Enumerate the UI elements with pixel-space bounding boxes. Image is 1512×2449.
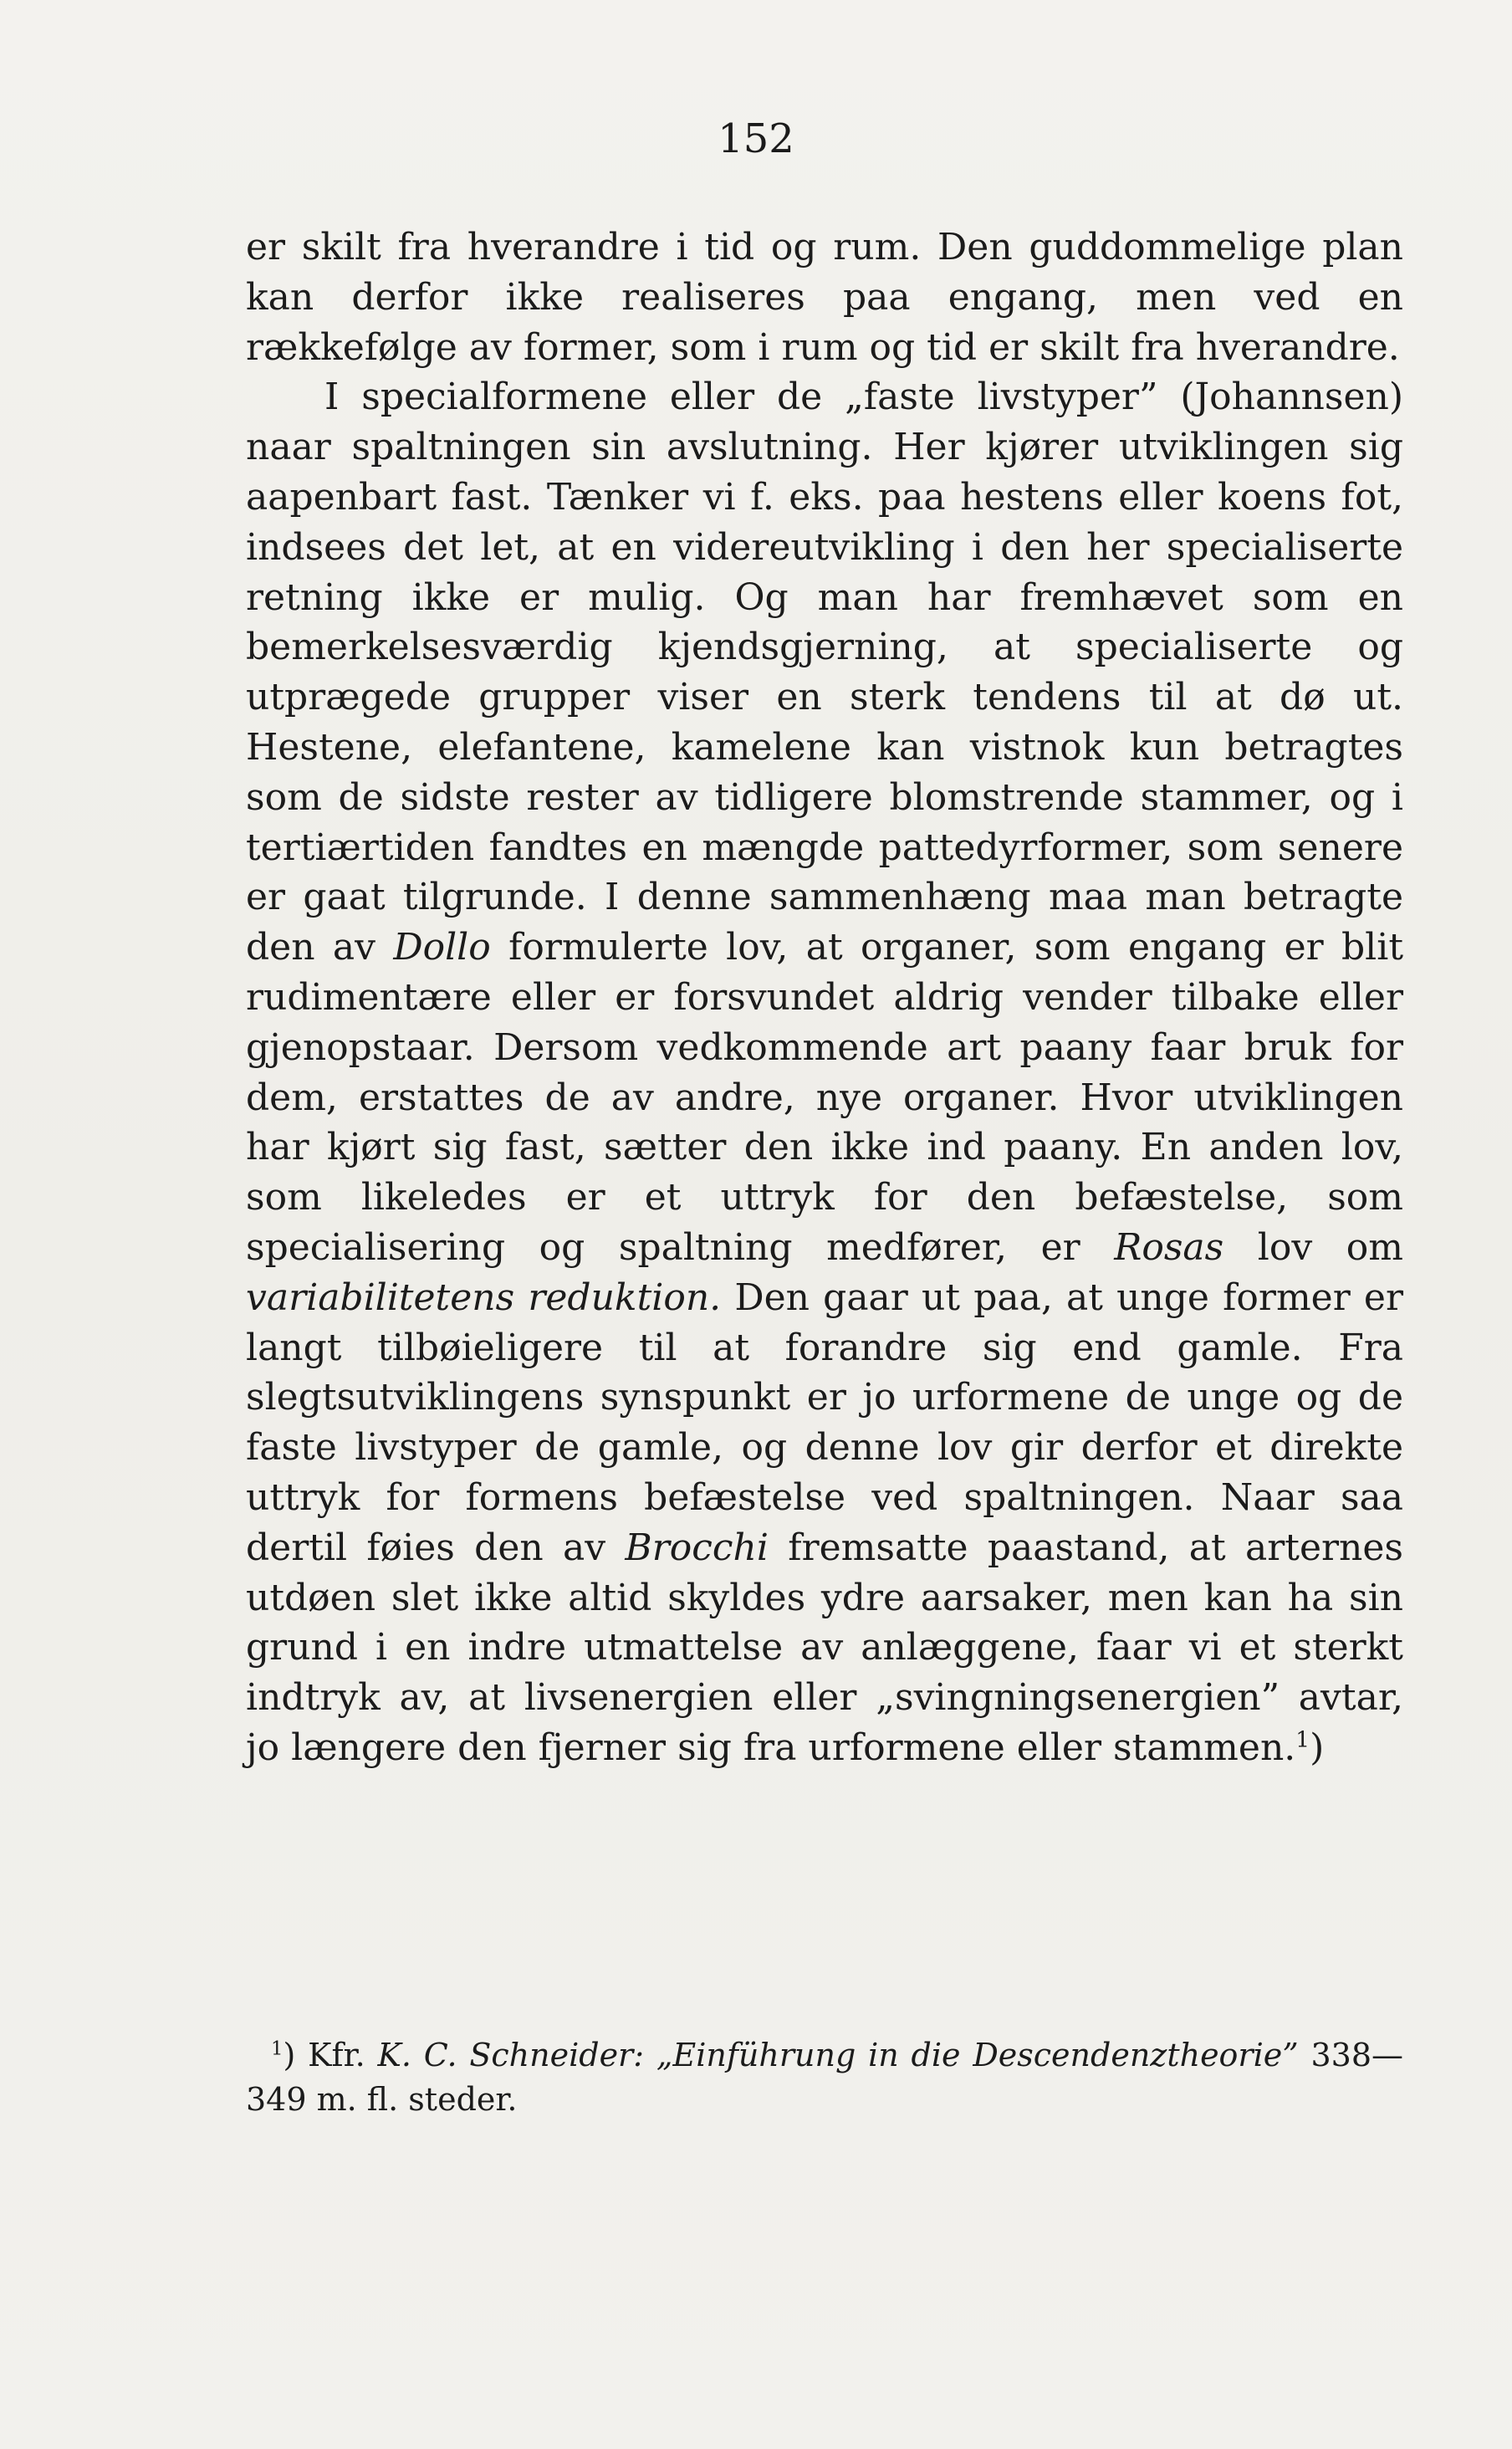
- paragraph: [246, 372, 1403, 1772]
- footnote-number: 1: [271, 2037, 284, 2060]
- footnote-marker: 1: [1295, 1726, 1310, 1753]
- text-run: ): [1310, 1726, 1325, 1769]
- text-run: I specialformene eller de „faste livstyper” (Johannsen) naar spaltningen sin avslutning. Her kjører utviklingen sig aapenbart fast. Tænker vi f. eks. paa hestens eller koens fot, indsees det let, at en videreutvikling i den her specialiserte retning ikke er mulig. Og man har fremhævet som en bemerkelsesværdig kjendsgjerning, at specialiserte og utprægede grupper viser en sterk tendens til at dø ut. Hestene, elefantene, kamelene kan vistnok kun betragtes som de sidste rester av tidligere blomstrende stammer, og i tertiærtiden fandtes en mængde pattedyrformer, som senere er gaat tilgrunde. I denne sammenhæng maa man betragte den av: [246, 376, 1403, 969]
- text-run: er skilt fra hverandre i tid og rum. Den guddommelige plan kan derfor ikke realiseres paa engang, men ved en rækkefølge av former, som i rum og tid er skilt fra hverandre.: [246, 226, 1403, 369]
- italic-term: variabilitetens reduktion.: [246, 1276, 722, 1319]
- paragraph: [246, 222, 1403, 372]
- footnote: [246, 2033, 1403, 2122]
- footnote-citation-title: K. C. Schneider: „Einführung in die Descendenztheorie”: [377, 2037, 1299, 2073]
- italic-name-rosas: Rosas: [1114, 1225, 1224, 1269]
- text-run: fremsatte paastand, at arternes utdøen slet ikke altid skyldes ydre aarsaker, men kan ha sin grund i en indre utmattelse av anlæggene, faar vi et sterkt indtryk av, at livsenergien eller „svingningsenergien” avtar, jo længere den fjerner sig fra urformene eller stammen.: [246, 1526, 1404, 1769]
- footnote-text: ) Kfr.: [283, 2037, 378, 2073]
- text-run: formulerte lov, at organer, som engang er blit rudimentære eller er forsvundet aldrig vender tilbake eller gjenopstaar. Dersom vedkommende art paany faar bruk for dem, erstattes de av andre, nye organer. Hvor utviklingen har kjørt sig fast, sætter den ikke ind paany. En anden lov, som likeledes er et uttryk for den befæstelse, som specialisering og spaltning medfører, er: [246, 926, 1403, 1269]
- italic-name-dollo: Dollo: [393, 926, 491, 969]
- text-run: Den gaar ut paa, at unge former er langt tilbøieligere til at forandre sig end gamle. Fra slegtsutviklingens synspunkt er jo urformene de unge og de faste livstyper de gamle, og denne lov gir derfor et direkte uttryk for formens befæstelse ved spaltningen. Naar saa dertil føies den av: [246, 1276, 1403, 1569]
- body-text: [246, 222, 1403, 1773]
- page-number: 152: [718, 115, 794, 162]
- italic-name-brocchi: Brocchi: [625, 1526, 769, 1569]
- footnote-text: 338—349 m. fl. steder.: [246, 2037, 1404, 2118]
- text-run: lov om: [1223, 1225, 1403, 1269]
